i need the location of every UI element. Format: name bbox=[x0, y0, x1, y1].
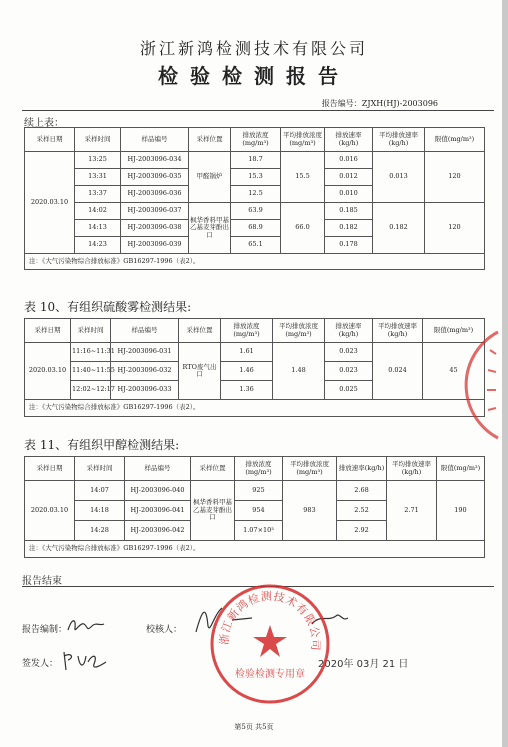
avg-rate: 0.013 bbox=[373, 152, 425, 203]
col-header: 采样日期 bbox=[25, 319, 71, 343]
col-header: 排放速率(kg/h) bbox=[325, 319, 373, 343]
col-header: 限值(mg/m³) bbox=[423, 319, 485, 343]
report-title: 检验检测报告 bbox=[158, 64, 350, 88]
emission-conc: 954 bbox=[235, 501, 283, 521]
emission-rate: 2.68 bbox=[337, 481, 387, 501]
report-number-value: ZJXH(HJ)-2003096 bbox=[361, 99, 438, 108]
sample-time: 14:23 bbox=[75, 237, 121, 254]
table-methanol bbox=[24, 456, 485, 558]
report-end-label: 报告结束 bbox=[22, 576, 62, 587]
col-header: 排放浓度(mg/m³) bbox=[235, 457, 283, 481]
col-header: 采样位置 bbox=[191, 457, 235, 481]
sample-id: HJ-2003096-033 bbox=[111, 381, 179, 400]
seal-bottom-text: 检验检测专用章 bbox=[235, 669, 305, 680]
col-header: 排放速率(kg/h) bbox=[325, 128, 373, 152]
limit-value: 190 bbox=[437, 481, 485, 541]
col-header: 排放浓度(mg/m³) bbox=[221, 319, 273, 343]
page-number: 第5页 共5页 bbox=[234, 723, 274, 731]
table-row bbox=[25, 481, 485, 501]
col-header: 样品编号 bbox=[125, 457, 191, 481]
table10-heading: 表 10、有组织硫酸雾检测结果: bbox=[24, 300, 192, 314]
signature-date: 2020年 03月 21 日 bbox=[318, 659, 409, 670]
sample-time: 14:07 bbox=[75, 481, 125, 501]
col-header: 平均排放速率(kg/h) bbox=[387, 457, 437, 481]
sample-time: 11:40~11:55 bbox=[71, 362, 111, 381]
col-header: 采样位置 bbox=[189, 128, 231, 152]
sample-id: HJ-2003096-036 bbox=[121, 186, 189, 203]
emission-conc: 68.9 bbox=[231, 220, 281, 237]
col-header: 排放浓度(mg/m³) bbox=[231, 128, 281, 152]
approver-signature bbox=[60, 648, 108, 672]
col-header: 平均排放浓度(mg/m³) bbox=[273, 319, 325, 343]
avg-conc: 1.48 bbox=[273, 343, 325, 400]
col-header: 样品编号 bbox=[121, 128, 189, 152]
page-edge-shadow bbox=[502, 0, 508, 747]
limit-value: 120 bbox=[425, 203, 485, 254]
table11-heading: 表 11、有组织甲醇检测结果: bbox=[24, 438, 180, 452]
sample-location: 枫华香料甲基乙基麦芽酚出口 bbox=[189, 203, 231, 254]
table-note: 注：《大气污染物综合排放标准》GB16297-1996（表2）。 bbox=[25, 541, 485, 558]
sample-date: 2020.03.10 bbox=[25, 343, 71, 400]
sample-location: 甲醛锅炉 bbox=[189, 152, 231, 203]
emission-conc: 18.7 bbox=[231, 152, 281, 169]
header-rule bbox=[22, 110, 494, 111]
editor-label: 报告编制： bbox=[22, 625, 68, 635]
sample-time: 14:28 bbox=[75, 521, 125, 541]
emission-rate: 0.025 bbox=[325, 381, 373, 400]
sample-location: 枫华香料甲基乙基麦芽酚出口 bbox=[191, 481, 235, 541]
col-header: 样品编号 bbox=[111, 319, 179, 343]
col-header: 平均排放速率(kg/h) bbox=[373, 128, 425, 152]
table-note: 注：《大气污染物综合排放标准》GB16297-1996（表2）。 bbox=[25, 400, 485, 417]
col-header: 排放速率(kg/h) bbox=[337, 457, 387, 481]
table-sulfuric-acid-mist bbox=[24, 318, 485, 417]
emission-rate: 0.010 bbox=[325, 186, 373, 203]
col-header: 平均排放浓度(mg/m³) bbox=[283, 457, 337, 481]
sample-id: HJ-2003096-038 bbox=[121, 220, 189, 237]
report-number bbox=[322, 98, 438, 109]
emission-rate: 2.92 bbox=[337, 521, 387, 541]
emission-conc: 63.9 bbox=[231, 203, 281, 220]
table-continued bbox=[24, 127, 485, 270]
seal-star bbox=[253, 625, 287, 657]
official-seal bbox=[207, 581, 333, 707]
continued-label: 续上表： bbox=[24, 118, 64, 129]
avg-rate: 0.182 bbox=[373, 203, 425, 254]
col-header: 采样日期 bbox=[25, 457, 75, 481]
sample-id: HJ-2003096-039 bbox=[121, 237, 189, 254]
sample-time: 14:18 bbox=[75, 501, 125, 521]
emission-conc: 1.07×10³ bbox=[235, 521, 283, 541]
col-header: 限值(mg/m³) bbox=[425, 128, 485, 152]
avg-rate: 0.024 bbox=[373, 343, 423, 400]
sample-time: 14:13 bbox=[75, 220, 121, 237]
emission-conc: 925 bbox=[235, 481, 283, 501]
col-header: 平均排放速率(kg/h) bbox=[373, 319, 423, 343]
emission-rate: 0.178 bbox=[325, 237, 373, 254]
sample-time: 11:16~11:31 bbox=[71, 343, 111, 362]
col-header: 采样日期 bbox=[25, 128, 75, 152]
col-header: 限值(mg/m³) bbox=[437, 457, 485, 481]
emission-conc: 1.61 bbox=[221, 343, 273, 362]
sample-time: 12:02~12:17 bbox=[71, 381, 111, 400]
sample-time: 14:02 bbox=[75, 203, 121, 220]
table-note-row bbox=[25, 254, 485, 270]
col-header: 采样位置 bbox=[179, 319, 221, 343]
approver-label: 签发人： bbox=[22, 659, 59, 669]
company-name: 浙江新鸿检测技术有限公司 bbox=[139, 39, 368, 58]
col-header: 平均排放浓度(mg/m³) bbox=[281, 128, 325, 152]
checker-label: 校核人： bbox=[146, 625, 183, 635]
emission-rate: 0.185 bbox=[325, 203, 373, 220]
col-header: 采样时间 bbox=[75, 457, 125, 481]
table-note-row bbox=[25, 400, 485, 417]
sample-time: 13:31 bbox=[75, 169, 121, 186]
emission-rate: 2.52 bbox=[337, 501, 387, 521]
sample-time: 13:37 bbox=[75, 186, 121, 203]
emission-conc: 1.36 bbox=[221, 381, 273, 400]
table-note: 注：《大气污染物综合排放标准》GB16297-1996（表2）。 bbox=[25, 254, 485, 270]
partial-side-seal bbox=[472, 330, 498, 440]
sample-id: HJ-2003096-040 bbox=[125, 481, 191, 501]
emission-conc: 65.1 bbox=[231, 237, 281, 254]
avg-conc: 15.5 bbox=[281, 152, 325, 203]
sample-time: 13:25 bbox=[75, 152, 121, 169]
table-row bbox=[25, 152, 485, 169]
sample-id: HJ-2003096-041 bbox=[125, 501, 191, 521]
emission-rate: 0.012 bbox=[325, 169, 373, 186]
seal-ring-text: 浙江新鸿检测技术有限公司 bbox=[217, 589, 323, 652]
sample-date: 2020.03.10 bbox=[25, 152, 75, 254]
avg-rate: 2.71 bbox=[387, 481, 437, 541]
limit-value: 120 bbox=[425, 152, 485, 203]
avg-conc: 983 bbox=[283, 481, 337, 541]
sample-id: HJ-2003096-035 bbox=[121, 169, 189, 186]
sample-id: HJ-2003096-034 bbox=[121, 152, 189, 169]
sample-id: HJ-2003096-042 bbox=[125, 521, 191, 541]
col-header: 采样时间 bbox=[71, 319, 111, 343]
sample-id: HJ-2003096-037 bbox=[121, 203, 189, 220]
col-header: 采样时间 bbox=[75, 128, 121, 152]
sample-id: HJ-2003096-031 bbox=[111, 343, 179, 362]
table-row bbox=[25, 343, 485, 362]
sample-location: RTO废气出口 bbox=[179, 343, 221, 400]
editor-signature bbox=[66, 614, 106, 636]
emission-rate: 0.023 bbox=[325, 343, 373, 362]
sample-date: 2020.03.10 bbox=[25, 481, 75, 541]
emission-rate: 0.016 bbox=[325, 152, 373, 169]
table-row bbox=[25, 203, 485, 220]
table-note-row bbox=[25, 541, 485, 558]
emission-rate: 0.182 bbox=[325, 220, 373, 237]
avg-conc: 66.0 bbox=[281, 203, 325, 254]
emission-conc: 15.3 bbox=[231, 169, 281, 186]
emission-conc: 1.46 bbox=[221, 362, 273, 381]
emission-conc: 12.5 bbox=[231, 186, 281, 203]
limit-value: 45 bbox=[423, 343, 485, 400]
sample-id: HJ-2003096-032 bbox=[111, 362, 179, 381]
report-number-label: 报告编号： bbox=[321, 99, 362, 108]
emission-rate: 0.023 bbox=[325, 362, 373, 381]
